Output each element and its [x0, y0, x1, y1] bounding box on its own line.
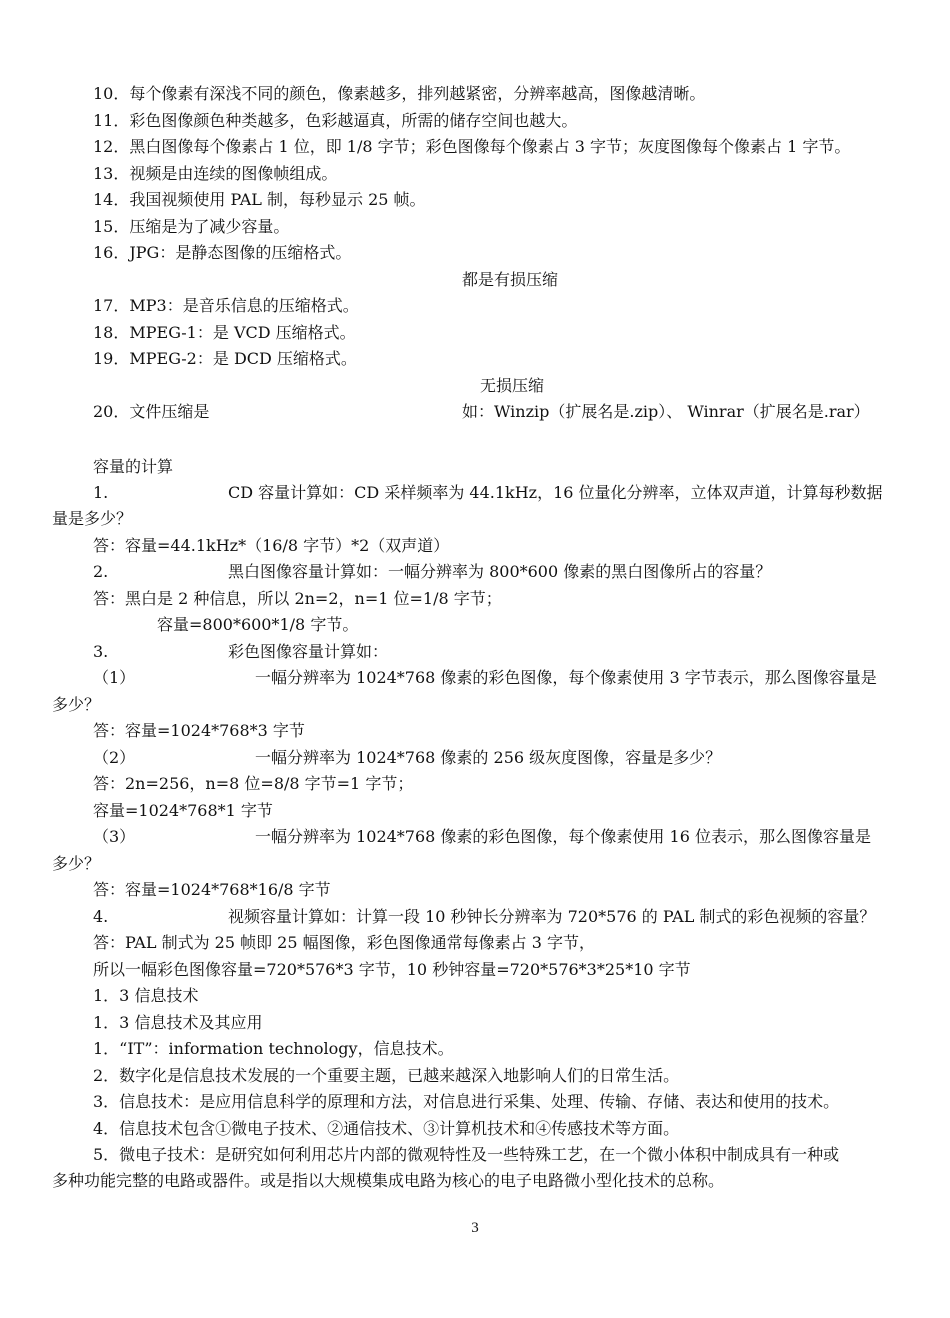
text-line: 量是多少？ — [52, 509, 133, 528]
text-line: 11．彩色图像颜色种类越多，色彩越逼真，所需的储存空间也越大。 — [93, 111, 578, 130]
text-line: CD 容量计算如：CD 采样频率为 44.1kHz，16 位量化分辨率，立体双声道，计算每秒数据 — [228, 483, 883, 502]
text-line: 13．视频是由连续的图像帧组成。 — [93, 164, 338, 183]
text-line: 15．压缩是为了减少容量。 — [93, 217, 290, 236]
text-line: 一幅分辨率为 1024*768 像素的彩色图像，每个像素使用 3 字节表示，那么图像容量是 — [255, 668, 877, 687]
text-line: 多少？ — [52, 695, 101, 714]
text-line: 4．信息技术包含①微电子技术、②通信技术、③计算机技术和④传感技术等方面。 — [93, 1119, 680, 1138]
answer-line: 容量=800*600*1/8 字节。 — [157, 615, 359, 634]
answer-line: 答：PAL 制式为 25 帧即 25 幅图像，彩色图像通常每像素占 3 字节， — [93, 933, 595, 952]
text-line: 17．MP3：是音乐信息的压缩格式。 — [93, 296, 359, 315]
answer-line: 答：2n=256，n=8 位=8/8 字节=1 字节； — [93, 774, 414, 793]
answer-line: 容量=1024*768*1 字节 — [93, 801, 273, 820]
section-heading: 1．3 信息技术及其应用 — [93, 1013, 263, 1032]
text-line: 16．JPG：是静态图像的压缩格式。 — [93, 243, 352, 262]
answer-line: 所以一幅彩色图像容量=720*576*3 字节，10 秒钟容量=720*576*3*25*10 字节 — [93, 960, 691, 979]
page-number: 3 — [471, 1220, 479, 1236]
sub-item-number: （3） — [93, 827, 136, 846]
text-line: 5．微电子技术：是研究如何利用芯片内部的微观特性及一些特殊工艺，在一个微小体积中制成具有一种或 — [93, 1145, 840, 1164]
text-line: 视频容量计算如：计算一段 10 秒钟长分辨率为 720*576 的 PAL 制式的彩色视频的容量？ — [228, 907, 876, 926]
answer-line: 答：容量=44.1kHz*（16/8 字节）*2（双声道） — [93, 536, 450, 555]
text-line: 多种功能完整的电路或器件。或是指以大规模集成电路为核心的电子电路微小型化技术的总称。 — [52, 1171, 725, 1190]
text-line: 黑白图像容量计算如：一幅分辨率为 800*600 像素的黑白图像所占的容量？ — [228, 562, 772, 581]
section-heading: 1．3 信息技术 — [93, 986, 199, 1005]
text-line: 一幅分辨率为 1024*768 像素的 256 级灰度图像，容量是多少？ — [255, 748, 722, 767]
item-number: 3. — [93, 642, 109, 661]
item-number: 4. — [93, 907, 109, 926]
sub-item-number: （2） — [93, 748, 136, 767]
text-line: 彩色图像容量计算如： — [228, 642, 389, 661]
annotation-lossy: 都是有损压缩 — [462, 270, 559, 289]
text-line: 19．MPEG-2：是 DCD 压缩格式。 — [93, 349, 357, 368]
answer-line: 答：容量=1024*768*16/8 字节 — [93, 880, 331, 899]
answer-line: 答：黑白是 2 种信息，所以 2n=2，n=1 位=1/8 字节； — [93, 589, 502, 608]
text-line: 3．信息技术：是应用信息科学的原理和方法，对信息进行采集、处理、传输、存储、表达和使用的技术。 — [93, 1092, 840, 1111]
sub-item-number: （1） — [93, 668, 136, 687]
text-line: 如：Winzip（扩展名是.zip）、 Winrar（扩展名是.rar） — [462, 402, 870, 421]
text-line: 多少？ — [52, 854, 101, 873]
text-line: 18．MPEG-1：是 VCD 压缩格式。 — [93, 323, 356, 342]
section-heading: 容量的计算 — [93, 457, 174, 476]
answer-line: 答：容量=1024*768*3 字节 — [93, 721, 305, 740]
text-line: 20．文件压缩是 — [93, 402, 210, 421]
item-number: 1. — [93, 483, 109, 502]
text-line: 12．黑白图像每个像素占 1 位，即 1/8 字节；彩色图像每个像素占 3 字节；灰度图像每个像素占 1 字节。 — [93, 137, 851, 156]
item-number: 2. — [93, 562, 109, 581]
text-line: 10．每个像素有深浅不同的颜色，像素越多，排列越紧密，分辨率越高，图像越清晰。 — [93, 84, 706, 103]
text-line: 一幅分辨率为 1024*768 像素的彩色图像，每个像素使用 16 位表示，那么图像容量是 — [255, 827, 871, 846]
text-line: 14．我国视频使用 PAL 制，每秒显示 25 帧。 — [93, 190, 426, 209]
text-line: 2．数字化是信息技术发展的一个重要主题，已越来越深入地影响人们的日常生活。 — [93, 1066, 680, 1085]
text-line: 1．“IT”：information technology，信息技术。 — [93, 1039, 454, 1058]
annotation-lossless: 无损压缩 — [480, 376, 545, 395]
